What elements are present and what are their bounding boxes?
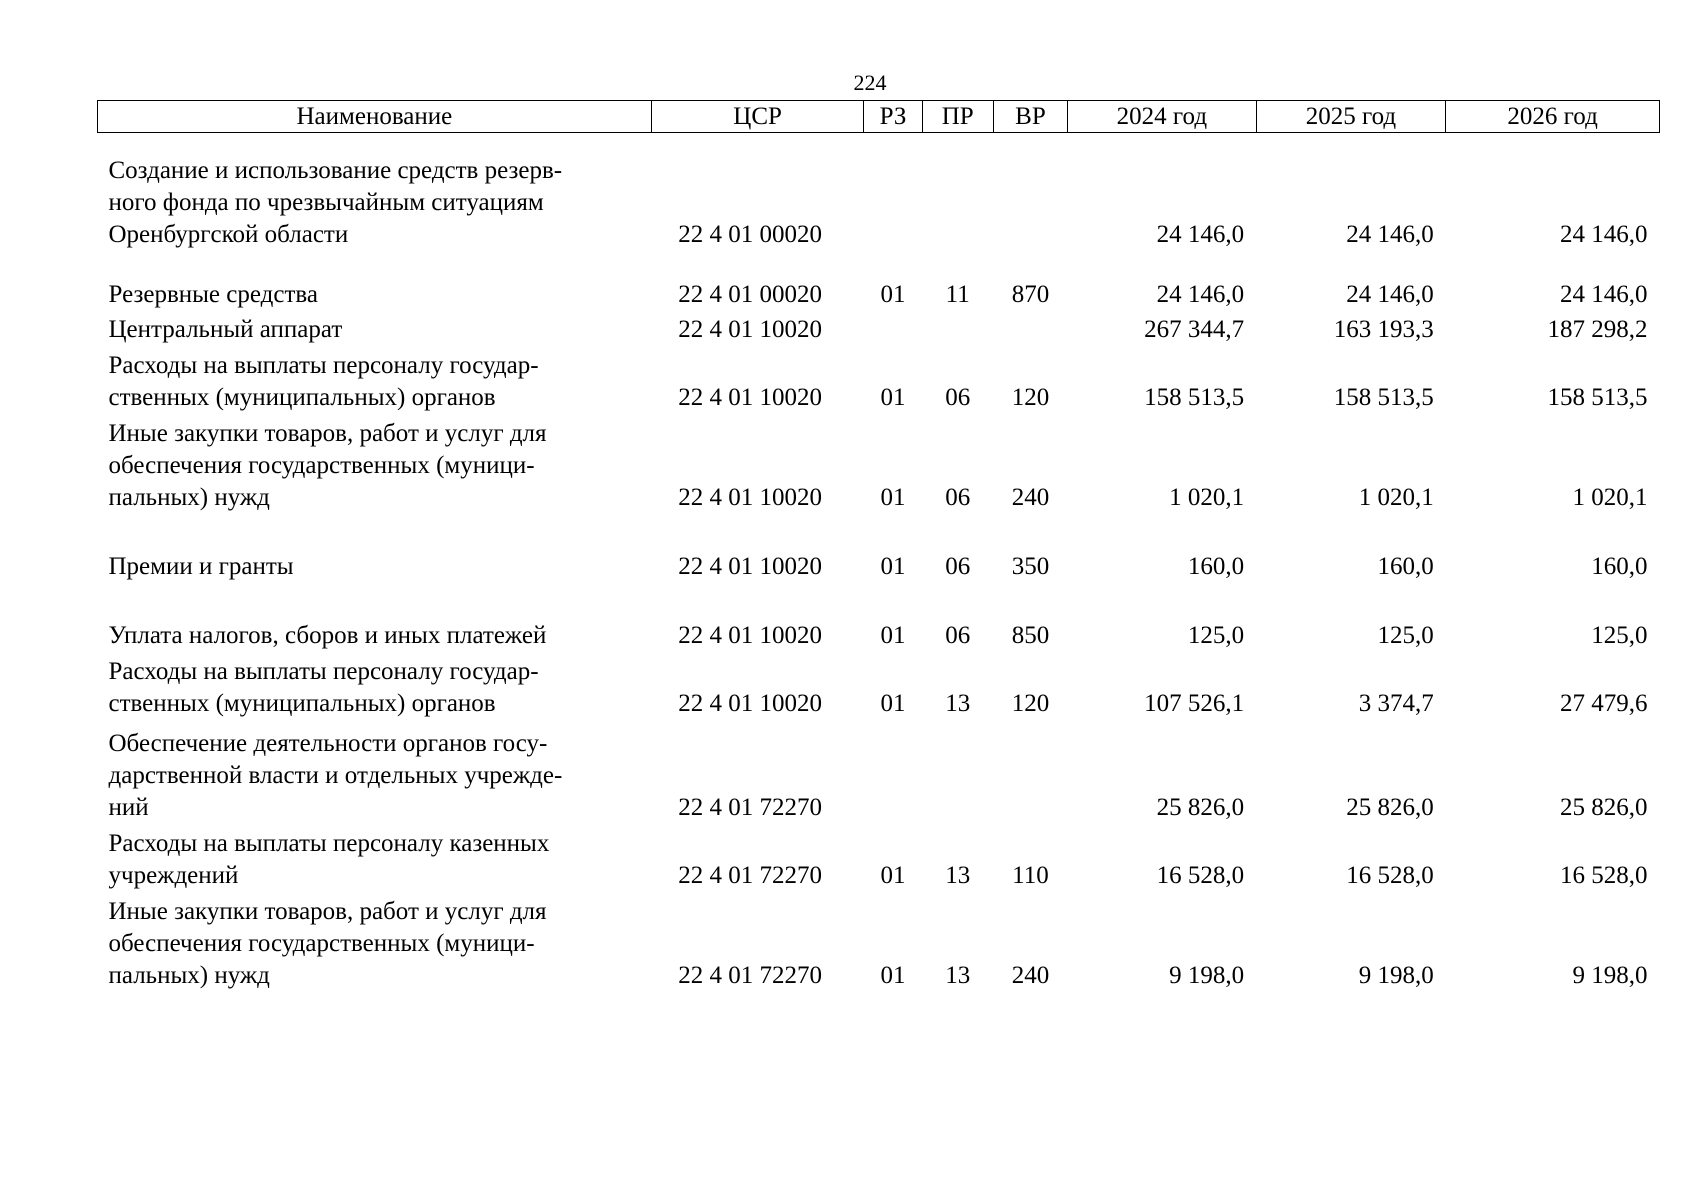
cell-y2026: 24 146,0 [1560,221,1648,248]
header-name: Наименование [98,101,652,133]
row-name [98,720,652,824]
cell-csr: 22 4 01 10020 [678,553,823,580]
row-name [98,251,652,311]
cell-rz: 01 [880,281,906,308]
cell-y2024: 24 146,0 [1156,281,1245,308]
table-row [98,824,1660,892]
row-name-line: обеспечения государственных (муници- [108,930,535,957]
cell-csr: 22 4 01 10020 [678,316,823,343]
row-name-line: дарственной власти и отдельных учрежде- [108,762,563,789]
cell-y2026: 9 198,0 [1572,962,1648,989]
cell-pr: 06 [945,384,971,411]
row-name-line: Обеспечение деятельности органов госу- [108,730,548,757]
cell-y2025: 9 198,0 [1358,962,1434,989]
cell-y2026: 25 826,0 [1560,794,1648,821]
cell-pr [922,155,993,251]
row-name-line: Расходы на выплаты персоналу государ- [108,352,539,379]
row-name [98,346,652,414]
header-2026: 2026 год [1446,101,1660,133]
row-name [98,311,652,346]
cell-y2025: 24 146,0 [1346,221,1434,248]
cell-csr: 22 4 01 72270 [678,862,823,889]
cell-rz [864,720,922,824]
table-row [98,652,1660,720]
row-name-line: Резервные средства [108,281,318,308]
cell-pr: 13 [945,690,971,717]
row-name-line: Расходы на выплаты персоналу казенных [108,830,550,857]
header-vr: ВР [993,101,1067,133]
cell-y2024: 1 020,1 [1169,484,1245,511]
row-name-line: Оренбургской области [108,221,349,248]
row-name [98,514,652,583]
table-header-row [98,101,1660,133]
cell-y2024: 16 528,0 [1156,862,1245,889]
cell-y2026: 158 513,5 [1547,384,1648,411]
table-row [98,720,1660,824]
row-name [98,414,652,514]
cell-y2026: 16 528,0 [1560,862,1648,889]
cell-y2026: 1 020,1 [1572,484,1648,511]
table-row [98,414,1660,514]
cell-y2025: 125,0 [1377,622,1434,649]
cell-pr: 06 [945,553,971,580]
row-name [98,583,652,652]
header-rz: РЗ [864,101,922,133]
cell-rz: 01 [880,384,906,411]
header-pr: ПР [922,101,993,133]
cell-y2024: 25 826,0 [1156,794,1245,821]
row-name-line: пальных) нужд [108,962,270,989]
cell-y2024: 9 198,0 [1169,962,1245,989]
row-name-line: ственных (муниципальных) органов [108,690,496,717]
cell-vr [993,311,1067,346]
cell-pr [922,311,993,346]
cell-y2024: 160,0 [1187,553,1245,580]
row-name-line: ний [108,794,149,821]
table-row [98,155,1660,251]
cell-vr: 240 [1011,484,1050,511]
cell-rz: 01 [880,553,906,580]
cell-vr: 240 [1011,962,1050,989]
cell-rz: 01 [880,862,906,889]
row-name [98,824,652,892]
cell-vr: 110 [1012,862,1049,889]
row-name-line: Иные закупки товаров, работ и услуг для [108,420,547,447]
cell-y2025: 1 020,1 [1358,484,1434,511]
cell-vr: 850 [1011,622,1050,649]
row-name-line: обеспечения государственных (муници- [108,452,535,479]
cell-pr: 06 [945,484,971,511]
cell-vr: 120 [1011,690,1050,717]
header-2024: 2024 год [1068,101,1257,133]
row-name-line: ственных (муниципальных) органов [108,384,496,411]
row-name-line: Премии и гранты [108,553,294,580]
row-name [98,892,652,992]
cell-vr: 350 [1011,553,1050,580]
header-2025: 2025 год [1256,101,1446,133]
cell-y2026: 125,0 [1591,622,1648,649]
cell-pr: 11 [945,281,970,308]
cell-y2026: 27 479,6 [1560,690,1648,717]
cell-y2026: 160,0 [1591,553,1648,580]
cell-y2024: 267 344,7 [1144,316,1245,343]
table-row [98,251,1660,311]
cell-vr [993,720,1067,824]
cell-vr [993,155,1067,251]
header-csr: ЦСР [651,101,864,133]
budget-table [97,100,1660,992]
cell-rz: 01 [880,690,906,717]
cell-y2025: 158 513,5 [1333,384,1434,411]
cell-y2024: 158 513,5 [1144,384,1245,411]
row-name-line: пальных) нужд [108,484,270,511]
table-row [98,311,1660,346]
cell-y2024: 107 526,1 [1144,690,1245,717]
table-row [98,583,1660,652]
row-name-line: Расходы на выплаты персоналу государ- [108,658,539,685]
row-name [98,652,652,720]
row-name [98,155,652,251]
cell-csr: 22 4 01 10020 [678,622,823,649]
cell-vr: 870 [1011,281,1050,308]
table-row [98,514,1660,583]
row-name-line: Центральный аппарат [108,316,343,343]
cell-csr: 22 4 01 10020 [678,690,823,717]
table-body [98,133,1660,993]
cell-y2025: 163 193,3 [1333,316,1434,343]
cell-csr: 22 4 01 00020 [678,221,823,248]
cell-y2026: 24 146,0 [1560,281,1648,308]
cell-csr: 22 4 01 00020 [678,281,823,308]
row-name-line: Создание и использование средств резерв- [108,157,563,184]
row-name-line: учреждений [108,862,239,889]
cell-y2025: 24 146,0 [1346,281,1434,308]
cell-pr: 06 [945,622,971,649]
cell-y2025: 25 826,0 [1346,794,1434,821]
cell-y2025: 16 528,0 [1346,862,1434,889]
table-spacer [98,133,1660,156]
table-row [98,892,1660,992]
cell-rz: 01 [880,962,906,989]
cell-csr: 22 4 01 10020 [678,384,823,411]
cell-pr: 13 [945,962,971,989]
cell-csr: 22 4 01 72270 [678,962,823,989]
cell-rz: 01 [880,622,906,649]
cell-rz: 01 [880,484,906,511]
cell-pr [922,720,993,824]
row-name-line: Уплата налогов, сборов и иных платежей [108,622,547,649]
cell-y2024: 24 146,0 [1156,221,1245,248]
table-row [98,346,1660,414]
cell-y2025: 3 374,7 [1358,690,1434,717]
cell-y2026: 187 298,2 [1547,316,1648,343]
cell-csr: 22 4 01 72270 [678,794,823,821]
cell-y2024: 125,0 [1187,622,1245,649]
cell-rz [864,311,922,346]
cell-csr: 22 4 01 10020 [678,484,823,511]
cell-y2025: 160,0 [1377,553,1434,580]
row-name-line: Иные закупки товаров, работ и услуг для [108,898,547,925]
cell-vr: 120 [1011,384,1050,411]
cell-pr: 13 [945,862,971,889]
page-number: 224 [853,70,887,95]
cell-rz [864,155,922,251]
row-name-line: ного фонда по чрезвычайным ситуациям [108,189,544,216]
